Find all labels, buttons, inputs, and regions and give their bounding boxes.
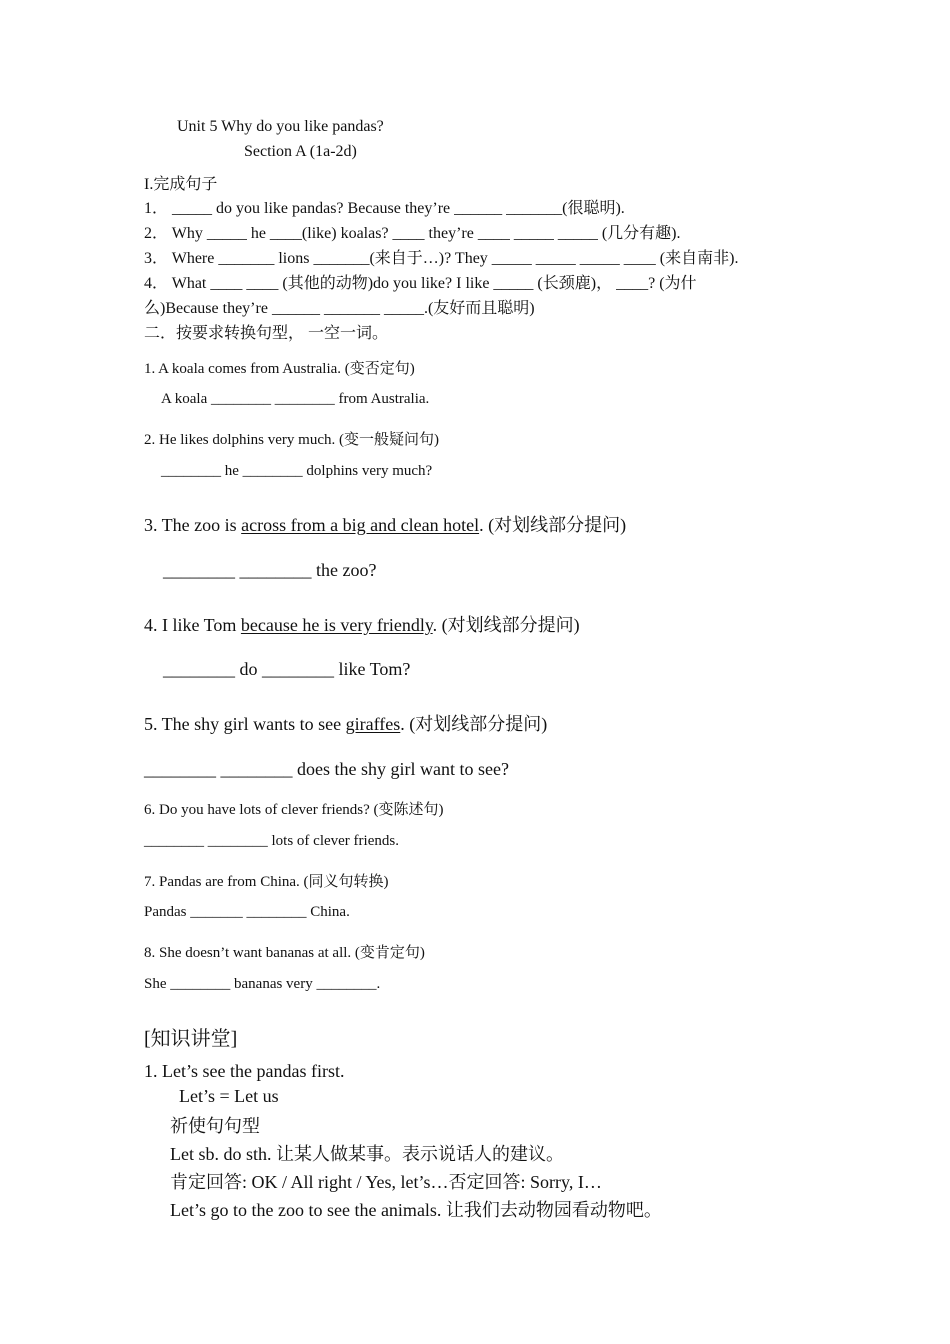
part1-line-5: 么)Because they’re ______ _______ _____.(友好而且聪明) bbox=[144, 300, 535, 317]
part1-line-1: 1． _____ do you like pandas? Because they’re ______ _______(很聪明). bbox=[144, 200, 625, 217]
knowledge-line-6: Let’s go to the zoo to see the animals. 让我们去动物园看动物吧。 bbox=[170, 1200, 662, 1220]
section-title: Section A (1a-2d) bbox=[244, 143, 357, 160]
knowledge-line-4: Let sb. do sth. 让某人做某事。表示说话人的建议。 bbox=[170, 1144, 564, 1164]
knowledge-line-5: 肯定回答: OK / All right / Yes, let’s…否定回答: Sorry, I… bbox=[170, 1172, 602, 1192]
part2-q4: 4. I like Tom because he is very friendly. (对划线部分提问) bbox=[144, 615, 580, 635]
knowledge-line-1: 1. Let’s see the pandas first. bbox=[144, 1061, 345, 1081]
part2-a5: ________ ________ does the shy girl want to see? bbox=[144, 759, 509, 779]
part2-a4: ________ do ________ like Tom? bbox=[163, 659, 411, 679]
unit-title: Unit 5 Why do you like pandas? bbox=[177, 118, 384, 135]
part2-heading: 二．按要求转换句型， 一空一词。 bbox=[144, 325, 389, 342]
part1-heading: I.完成句子 bbox=[144, 176, 218, 193]
knowledge-heading: [知识讲堂] bbox=[144, 1028, 238, 1050]
underlined-phrase: giraffes bbox=[345, 714, 401, 734]
part1-line-3: 3． Where _______ lions _______(来自于…)? They _____ _____ _____ ____ (来自南非). bbox=[144, 250, 739, 267]
part2-a3: ________ ________ the zoo? bbox=[163, 560, 377, 580]
part2-a6: ________ ________ lots of clever friends. bbox=[144, 833, 399, 849]
part2-q8: 8. She doesn’t want bananas at all. (变肯定句) bbox=[144, 945, 425, 961]
part2-a2: ________ he ________ dolphins very much? bbox=[161, 463, 433, 479]
part2-a1: A koala ________ ________ from Australia. bbox=[161, 391, 430, 407]
knowledge-line-3: 祈使句句型 bbox=[170, 1116, 260, 1136]
knowledge-line-2: Let’s = Let us bbox=[179, 1086, 279, 1106]
part2-a7: Pandas _______ ________ China. bbox=[144, 904, 350, 920]
part2-a8: She ________ bananas very ________. bbox=[144, 976, 381, 992]
part2-q1: 1. A koala comes from Australia. (变否定句) bbox=[144, 361, 415, 377]
part2-q2: 2. He likes dolphins very much. (变一般疑问句) bbox=[144, 432, 439, 448]
part1-line-2: 2． Why _____ he ____(like) koalas? ____ they’re ____ _____ _____ (几分有趣). bbox=[144, 225, 681, 242]
part1-line-4: 4． What ____ ____ (其他的动物)do you like? I like _____ (长颈鹿)， ____? (为什 bbox=[144, 275, 697, 292]
part2-q5: 5. The shy girl wants to see giraffes. (对划线部分提问) bbox=[144, 714, 548, 734]
part2-q6: 6. Do you have lots of clever friends? (变陈述句) bbox=[144, 802, 444, 818]
part2-q3: 3. The zoo is across from a big and clean hotel. (对划线部分提问) bbox=[144, 515, 627, 535]
underlined-phrase: across from a big and clean hotel bbox=[241, 515, 480, 535]
part2-q7: 7. Pandas are from China. (同义句转换) bbox=[144, 874, 389, 890]
underlined-phrase: because he is very friendly bbox=[240, 615, 433, 635]
